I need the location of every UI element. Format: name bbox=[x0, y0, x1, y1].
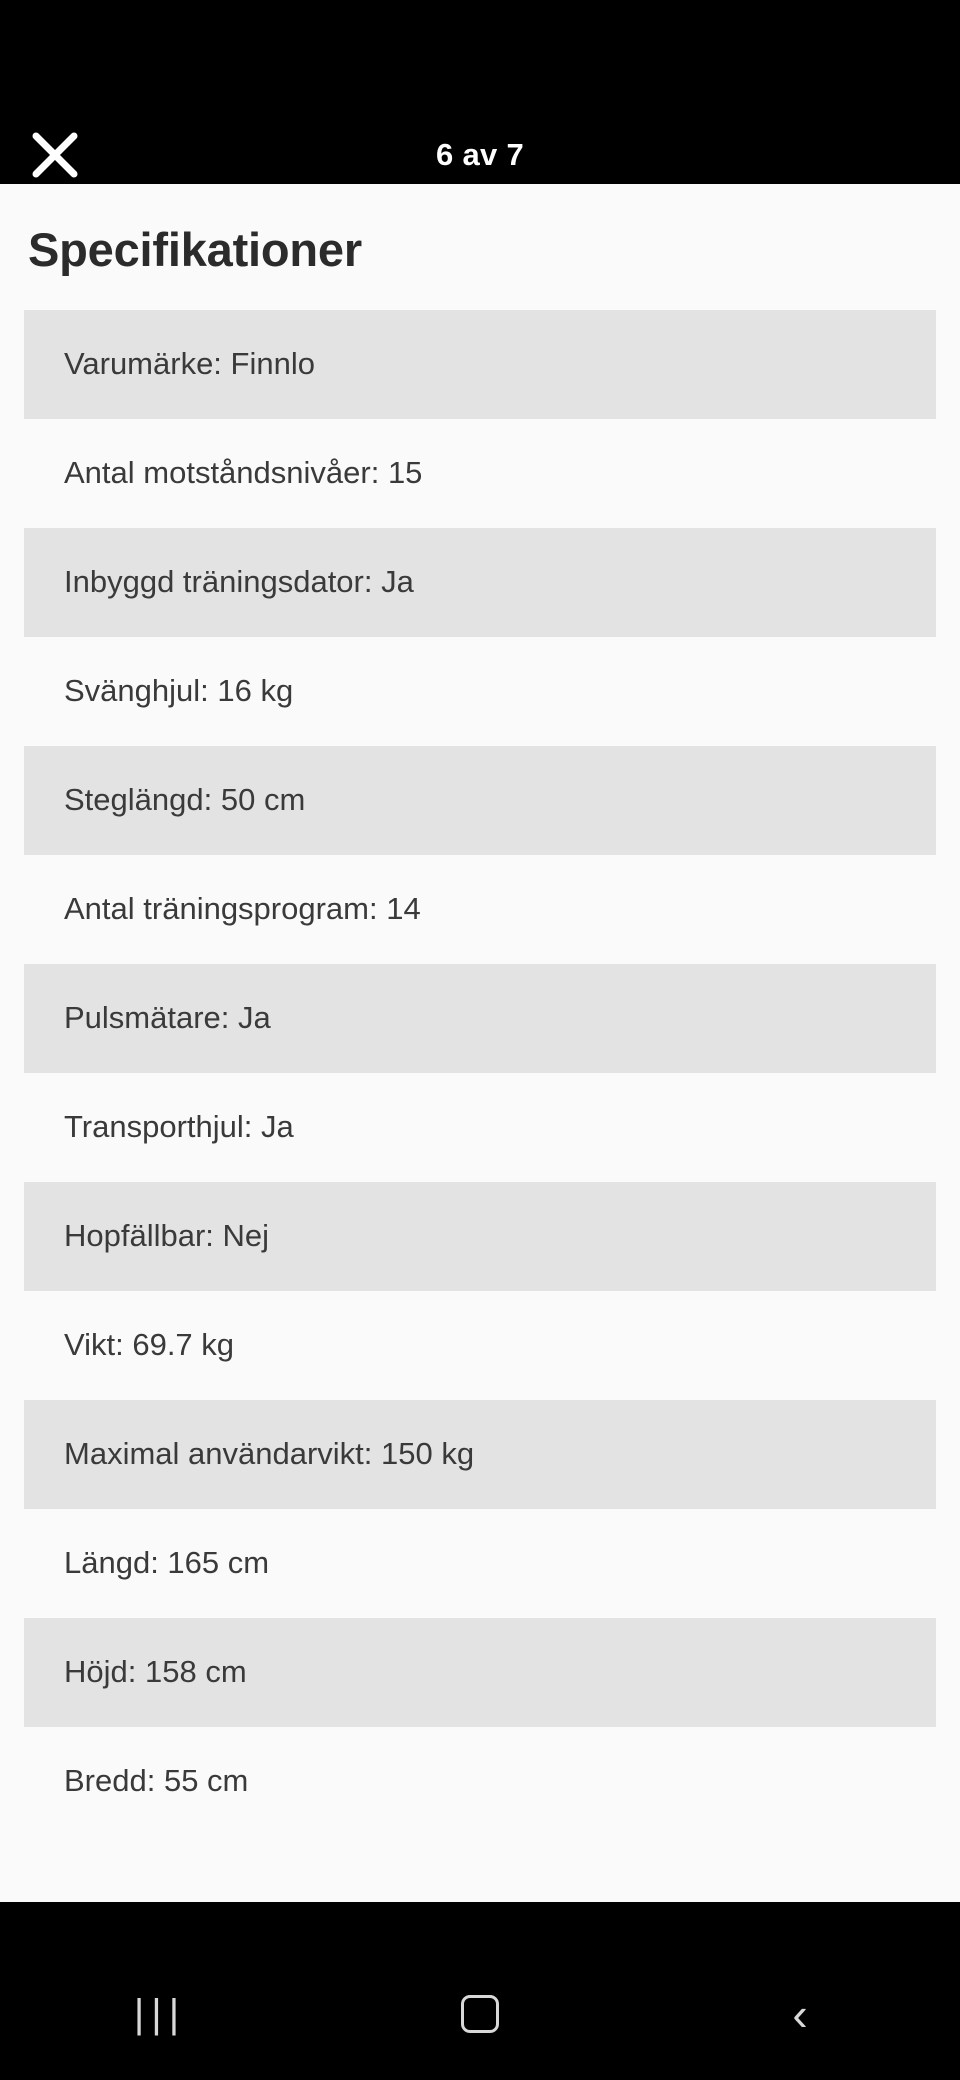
recents-icon: ||| bbox=[133, 1992, 187, 2036]
list-item: Bredd: 55 cm bbox=[64, 1763, 249, 1799]
list-item: Vikt: 69.7 kg bbox=[64, 1327, 235, 1363]
list-item: Höjd: 158 cm bbox=[24, 1618, 936, 1727]
list-item: Längd: 165 cm bbox=[64, 1545, 270, 1581]
list-item: Hopfällbar: Nej bbox=[24, 1182, 936, 1291]
list-item: Svänghjul: 16 kg bbox=[64, 673, 294, 709]
image-counter: 6 av 7 bbox=[436, 137, 524, 172]
home-icon bbox=[461, 1995, 499, 2033]
back-icon: ‹ bbox=[792, 1988, 808, 2040]
specifications-sheet bbox=[0, 184, 960, 1902]
back-button[interactable] bbox=[710, 1988, 890, 2040]
home-button[interactable] bbox=[390, 1995, 570, 2033]
list-item: Transporthjul: Ja bbox=[64, 1109, 294, 1145]
status-bar bbox=[0, 0, 960, 186]
list-item: Steglängd: 50 cm bbox=[24, 746, 936, 855]
recents-button[interactable] bbox=[70, 1994, 250, 2034]
specifications-list bbox=[0, 310, 960, 1836]
system-navigation-bar bbox=[0, 1902, 960, 2080]
list-item: Varumärke: Finnlo bbox=[24, 310, 936, 419]
list-item: Pulsmätare: Ja bbox=[24, 964, 936, 1073]
gallery-overlay-header bbox=[0, 124, 960, 186]
page-title: Specifikationer bbox=[28, 223, 362, 276]
list-item: Antal träningsprogram: 14 bbox=[64, 891, 421, 927]
list-item: Maximal användarvikt: 150 kg bbox=[24, 1400, 936, 1509]
list-item: Inbyggd träningsdator: Ja bbox=[24, 528, 936, 637]
list-item: Antal motståndsnivåer: 15 bbox=[64, 455, 423, 491]
